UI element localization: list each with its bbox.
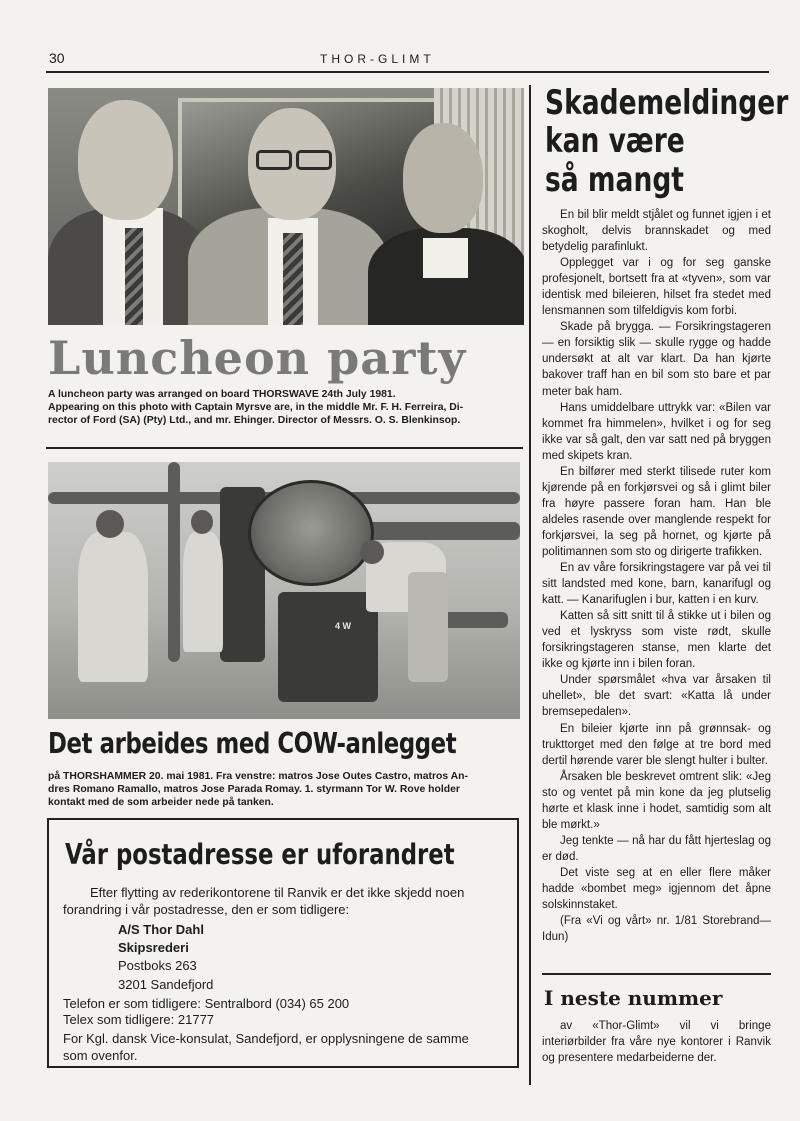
article-paragraph: En av våre forsikringstagere var på vei til sitt landsted med kone, barn, kanarifugl og katt. — Kanarifuglen i bur, katten i en kurv. <box>542 562 771 607</box>
article-paragraph: Årsaken ble beskrevet omtrent slik: «Jeg sto og ventet på min kone da jeg plutselig hørte et klask inne i hodet, samtidig som alt ble mørkt.» <box>542 770 771 831</box>
headline-line: Skademeldinger <box>545 83 789 123</box>
address-headline: Vår postadresse er uforandret <box>65 838 455 871</box>
caption-line: rector of Ford (SA) (Pty) Ltd., and mr. Ehinger. Director of Messrs. O. S. Blenkinsop. <box>48 415 461 427</box>
address-intro <box>90 884 464 901</box>
section-rule <box>46 447 523 449</box>
page-number: 30 <box>49 50 65 66</box>
article-paragraph: En bil blir meldt stjålet og funnet igjen i et skogholt, delvis brannskadet og med betydelig parafinlukt. <box>542 209 771 254</box>
running-title: THOR-GLIMT <box>320 52 435 66</box>
telex-line: Telex som tidligere: 21777 <box>63 1012 215 1027</box>
column-divider <box>529 85 531 1085</box>
company-department: Skipsrederi <box>118 940 189 955</box>
article-paragraph: En bileier kjørte inn på grønnsak- og trukttorget med den følge at tre bord med dertil hørende varer ble slengt hulter i bulter. <box>542 722 771 767</box>
neste-text: av «Thor-Glimt» vil vi bringe interiørbilder fra våre nye kontorer i Ranvik og presentere medarbeiderne der. <box>542 1020 771 1065</box>
skade-headline <box>545 84 788 199</box>
article-paragraph: Under spørsmålet «hva var årsaken til uhellet», ble det svart: «Katta lå under bremsepedalen». <box>542 674 771 719</box>
caption-line: dres Romano Ramallo, matros Jose Parada Romay. 1. styrmann Tor W. Rove holder <box>48 784 460 796</box>
article-paragraph: En bilfører med sterkt tilisede ruter kom kjørende på en forkjørsvei og så i glimt biler fra høyre passere foran ham. Han ble aldeles rasende over manglende respekt for forkjørsvei, la seg på hornet, og kjørte på politimannen som sto og dirigerte trafikken. <box>542 465 771 558</box>
intro-line: Efter flytting av rederikontorene til Ranvik er det ikke skjedd noen <box>90 885 465 900</box>
headline-line: så mangt <box>545 159 684 200</box>
section-rule <box>542 973 771 975</box>
postbox: Postboks 263 <box>118 958 197 973</box>
consulate-line: som ovenfor. <box>63 1048 138 1064</box>
luncheon-headline: Luncheon party <box>48 331 467 385</box>
neste-headline: I neste nummer <box>544 986 723 1010</box>
caption-line: A luncheon party was arranged on board THORSWAVE 24th July 1981. <box>48 389 396 400</box>
header-rule <box>46 71 769 73</box>
tank-label: 4 W <box>335 621 352 631</box>
article-paragraph: Hans umiddelbare uttrykk var: «Bilen var kommet fra himmelen», hvilket i og for seg ikke var så galt, den var satt ned på bryggen med skipets kran. <box>542 401 771 462</box>
article-paragraph: Jeg tenkte — nå har du fått hjerteslag og er død. <box>542 834 771 863</box>
caption-line: kontakt med de som arbeider nede på tanken. <box>48 797 274 809</box>
intro-line: forandring i vår postadresse, den er som tidligere: <box>63 902 350 917</box>
article-paragraph: Skade på brygga. — Forsikringstageren — en forsiktig slik — skulle rygge og hadde undersøkt at alt var klart. Da han kjørte bakover traff han en bil som sto bare et par meter bak ham. <box>542 321 771 398</box>
postal-city: 3201 Sandefjord <box>118 977 214 992</box>
article-source: (Fra «Vi og vårt» nr. 1/81 Storebrand—Idun) <box>542 915 771 944</box>
caption-line: på THORSHAMMER 20. mai 1981. Fra venstre: matros Jose Outes Castro, matros An- <box>48 771 468 782</box>
consulate-note <box>63 1030 469 1065</box>
address-intro-2 <box>63 901 349 918</box>
skade-article <box>542 207 771 945</box>
article-paragraph: Det viste seg at en eller flere måker hadde «bombet meg» igjennom det åpne solskinnstaket. <box>542 866 771 912</box>
cow-headline: Det arbeides med COW-anlegget <box>48 727 457 760</box>
luncheon-caption <box>48 388 524 428</box>
luncheon-photo <box>48 88 524 325</box>
phone-line: Telefon er som tidligere: Sentralbord (034) 65 200 <box>63 996 350 1011</box>
caption-line: Appearing on this photo with Captain Myrsve are, in the middle Mr. F. H. Ferreira, Di- <box>48 402 464 414</box>
consulate-line: For Kgl. dansk Vice-konsulat, Sandefjord, er opplysningene de samme <box>63 1031 469 1046</box>
cow-caption <box>48 770 522 810</box>
cow-photo <box>48 462 520 719</box>
article-paragraph: Katten så sitt snitt til å stikke ut i bilen og ved et lyskryss som viste rødt, skulle forsikringstageren stanse, men klarte det ikke og kjørte inn i bilen foran. <box>542 610 771 671</box>
company-name: A/S Thor Dahl <box>118 922 204 937</box>
headline-line: kan være <box>545 121 685 162</box>
article-paragraph: Opplegget var i og for seg ganske profesjonelt, bortsett fra at «tyven», som var identisk med bileieren, hilset fra stedet med lensmannen som tilfeldigvis kom forbi. <box>542 257 771 318</box>
